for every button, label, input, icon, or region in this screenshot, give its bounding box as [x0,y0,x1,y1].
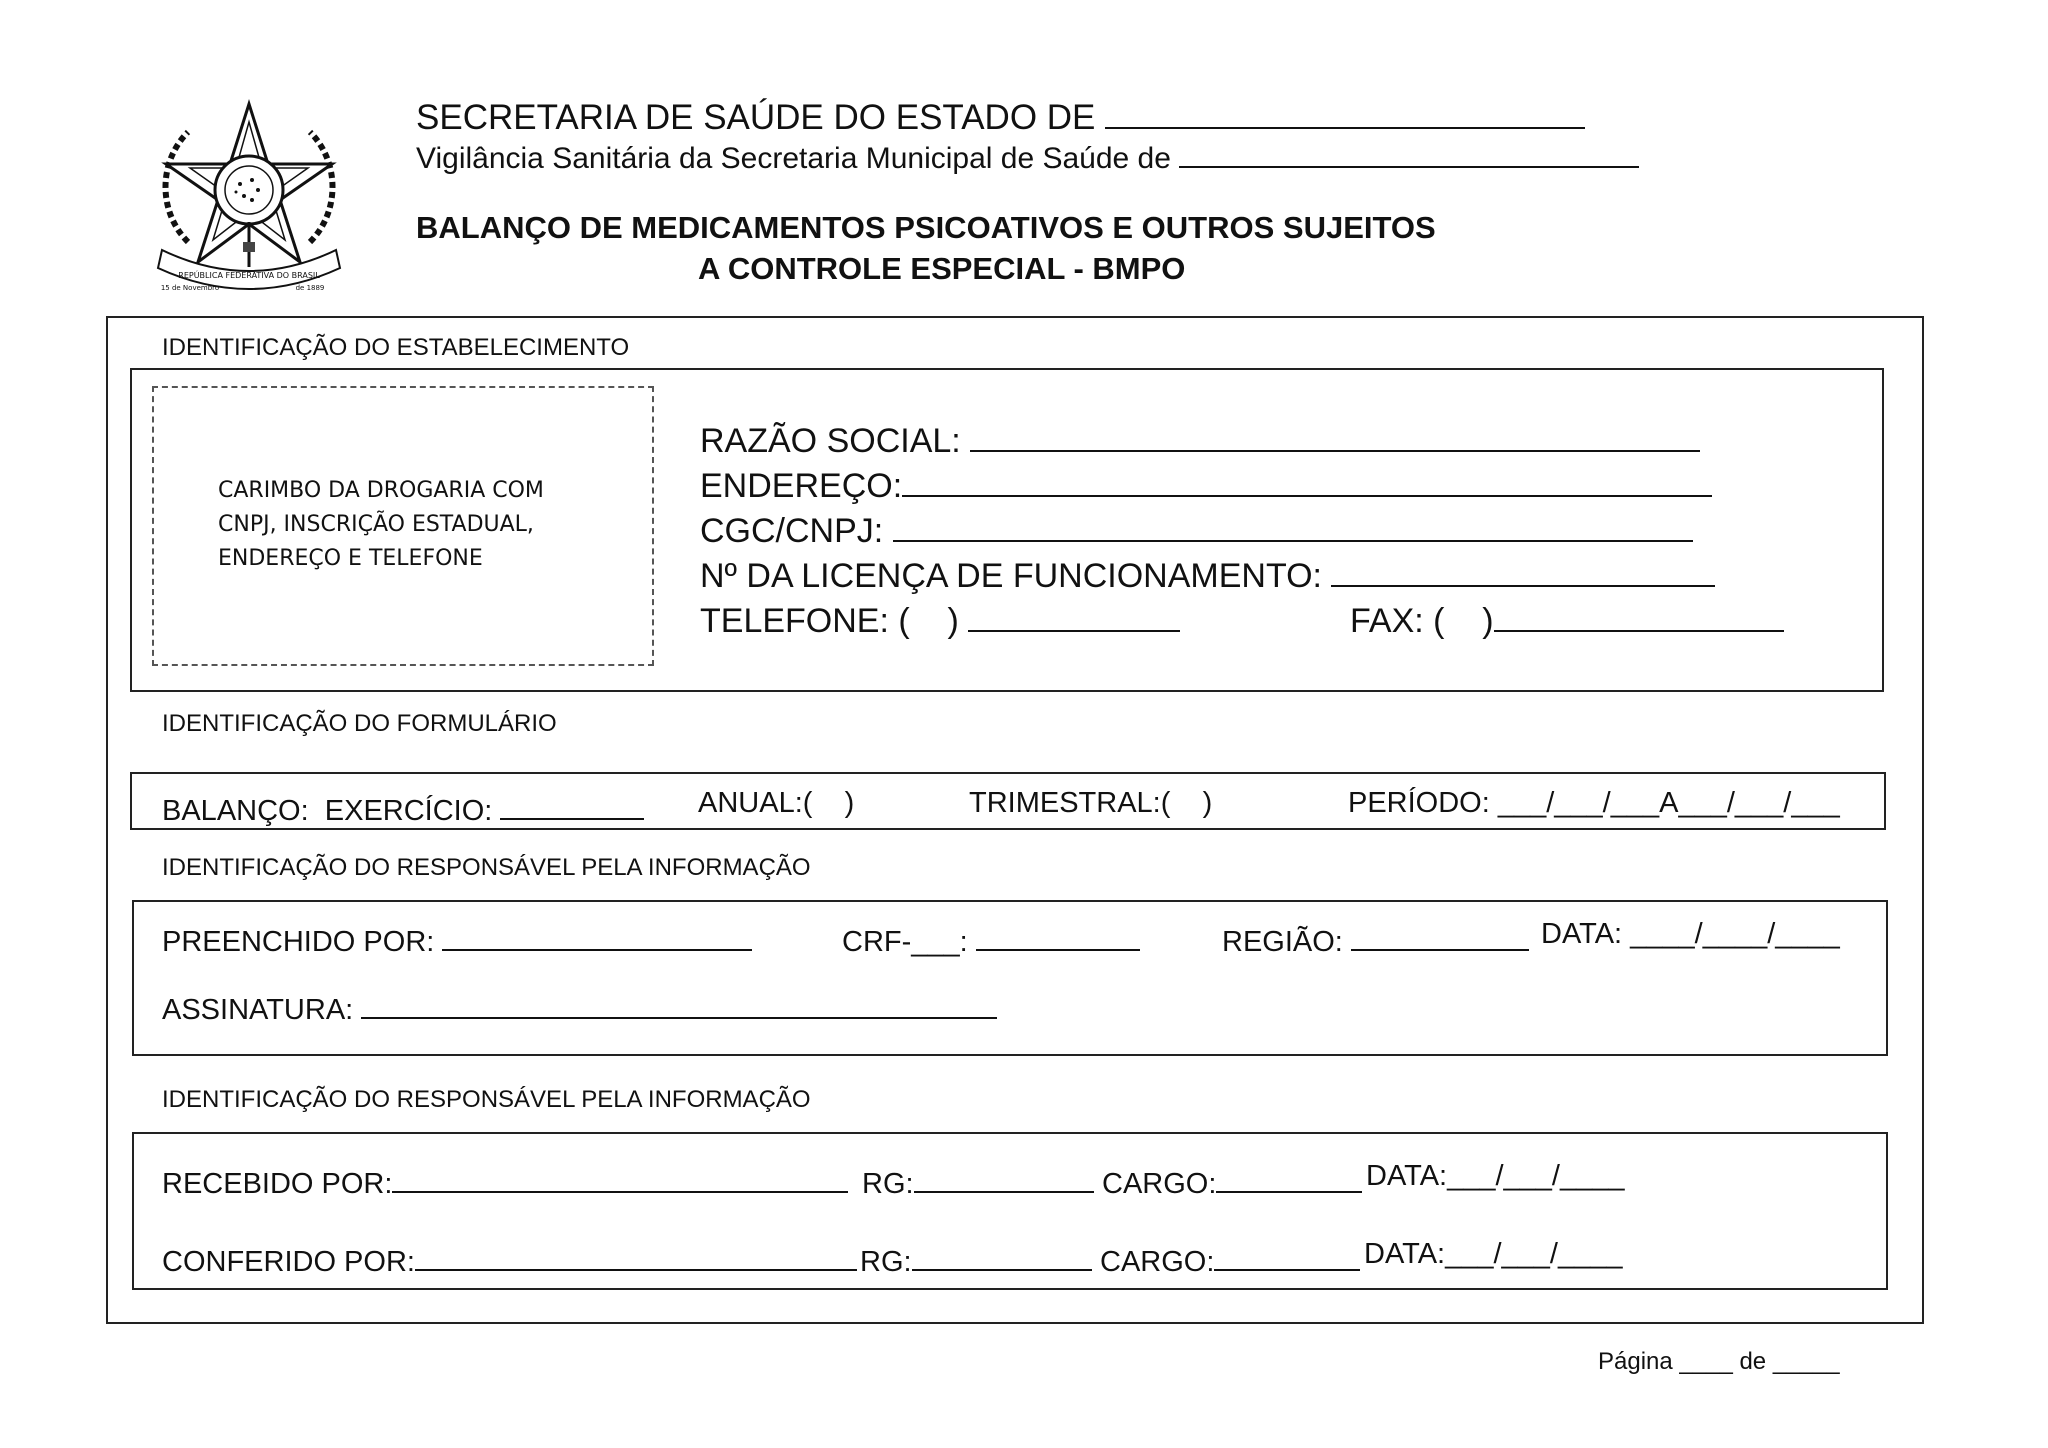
telefone-row [700,596,1180,638]
razao-social-row [700,416,1700,458]
regiao-label: REGIÃO: [1222,926,1343,958]
coat-of-arms-graphic [148,92,350,294]
telefone-label: TELEFONE: ( ) [700,602,959,640]
conferido-cargo-label: CARGO: [1100,1246,1215,1278]
preenchido-field[interactable] [442,920,752,951]
header-municipal-label: Vigilância Sanitária da Secretaria Municipal de Saúde de [416,142,1171,175]
balanco-exercicio-label: BALANÇO: EXERCÍCIO: [162,795,493,827]
emblem-date-right: de 1889 [295,284,325,292]
recebido-row [162,1162,848,1199]
cnpj-label: CGC/CNPJ: [700,512,884,550]
conferido-rg-field[interactable] [912,1240,1092,1271]
municipality-blank[interactable] [1179,136,1639,168]
fax-field[interactable] [1494,596,1784,632]
anual-option[interactable]: ANUAL:( ) [698,787,855,819]
recebido-rg-label: RG: [862,1168,914,1200]
recebido-cargo-row [1102,1162,1362,1199]
regiao-field[interactable] [1351,920,1529,951]
fax-label: FAX: ( ) [1350,602,1494,640]
emblem-ribbon-text: REPÚBLICA FEDERATIVA DO BRASIL [178,271,320,280]
conferido-rg-label: RG: [860,1246,912,1278]
recebido-data-field[interactable]: DATA:___/___/____ [1366,1160,1625,1192]
conferido-data-field[interactable]: DATA:___/___/____ [1364,1238,1623,1270]
endereco-label: ENDEREÇO: [700,467,903,505]
conferido-cargo-field[interactable] [1214,1240,1360,1271]
conferido-field[interactable] [415,1240,857,1271]
recebido-rg-row [862,1162,1094,1199]
assinatura-label: ASSINATURA: [162,994,354,1026]
endereco-row [700,461,1712,503]
endereco-field[interactable] [902,461,1712,497]
emblem-date-left: 15 de Novembro [160,284,220,292]
section-label-recebimento: IDENTIFICAÇÃO DO RESPONSÁVEL PELA INFORMAÇÃO [162,1086,811,1113]
preenchido-row [162,920,752,957]
document-title-line2: A CONTROLE ESPECIAL - BMPO [698,251,1186,286]
page-number: Página ____ de _____ [1598,1348,1840,1375]
stamp-instructions: CARIMBO DA DROGARIA COM CNPJ, INSCRIÇÃO ESTADUAL, ENDEREÇO E TELEFONE [218,478,544,571]
state-blank[interactable] [1105,92,1585,129]
assinatura-field[interactable] [361,988,997,1019]
crf-field[interactable] [976,920,1140,951]
brasil-coat-of-arms-icon [148,92,350,294]
recebido-field[interactable] [392,1162,848,1193]
fax-row [1350,596,1784,638]
document-title-line1: BALANÇO DE MEDICAMENTOS PSICOATIVOS E OUTROS SUJEITOS [416,210,1436,245]
recebido-cargo-field[interactable] [1216,1162,1362,1193]
trimestral-option[interactable]: TRIMESTRAL:( ) [969,787,1213,819]
recebido-cargo-label: CARGO: [1102,1168,1217,1200]
conferido-label: CONFERIDO POR: [162,1246,415,1278]
recebido-label: RECEBIDO POR: [162,1168,393,1200]
recebido-rg-field[interactable] [914,1162,1094,1193]
preenchido-label: PREENCHIDO POR: [162,926,435,958]
balanco-row [162,789,644,826]
crf-row [842,920,1140,957]
header-state-label: SECRETARIA DE SAÚDE DO ESTADO DE [416,98,1096,137]
cnpj-field[interactable] [893,506,1693,542]
periodo-field[interactable]: PERÍODO: ___/___/___A___/___/___ [1348,787,1840,819]
licenca-field[interactable] [1331,551,1715,587]
conferido-rg-row [860,1240,1092,1277]
section-label-formulario: IDENTIFICAÇÃO DO FORMULÁRIO [162,710,557,737]
razao-social-label: RAZÃO SOCIAL: [700,422,961,460]
assinatura-row [162,988,997,1025]
crf-label[interactable]: CRF-___: [842,926,968,958]
section-label-estabelecimento: IDENTIFICAÇÃO DO ESTABELECIMENTO [162,334,630,361]
razao-social-field[interactable] [970,416,1700,452]
conferido-row [162,1240,857,1277]
conferido-cargo-row [1100,1240,1360,1277]
stamp-area[interactable] [152,386,654,666]
licenca-row [700,551,1715,593]
exercicio-field[interactable] [500,789,644,820]
licenca-label: Nº DA LICENÇA DE FUNCIONAMENTO: [700,557,1322,595]
header-state-line [416,92,1585,135]
cnpj-row [700,506,1693,548]
header-municipal-line [416,136,1639,174]
responsavel-data-field[interactable]: DATA: ____/____/____ [1541,918,1840,950]
regiao-row [1222,920,1529,957]
telefone-field[interactable] [968,596,1180,632]
section-label-responsavel: IDENTIFICAÇÃO DO RESPONSÁVEL PELA INFORMAÇÃO [162,854,811,881]
